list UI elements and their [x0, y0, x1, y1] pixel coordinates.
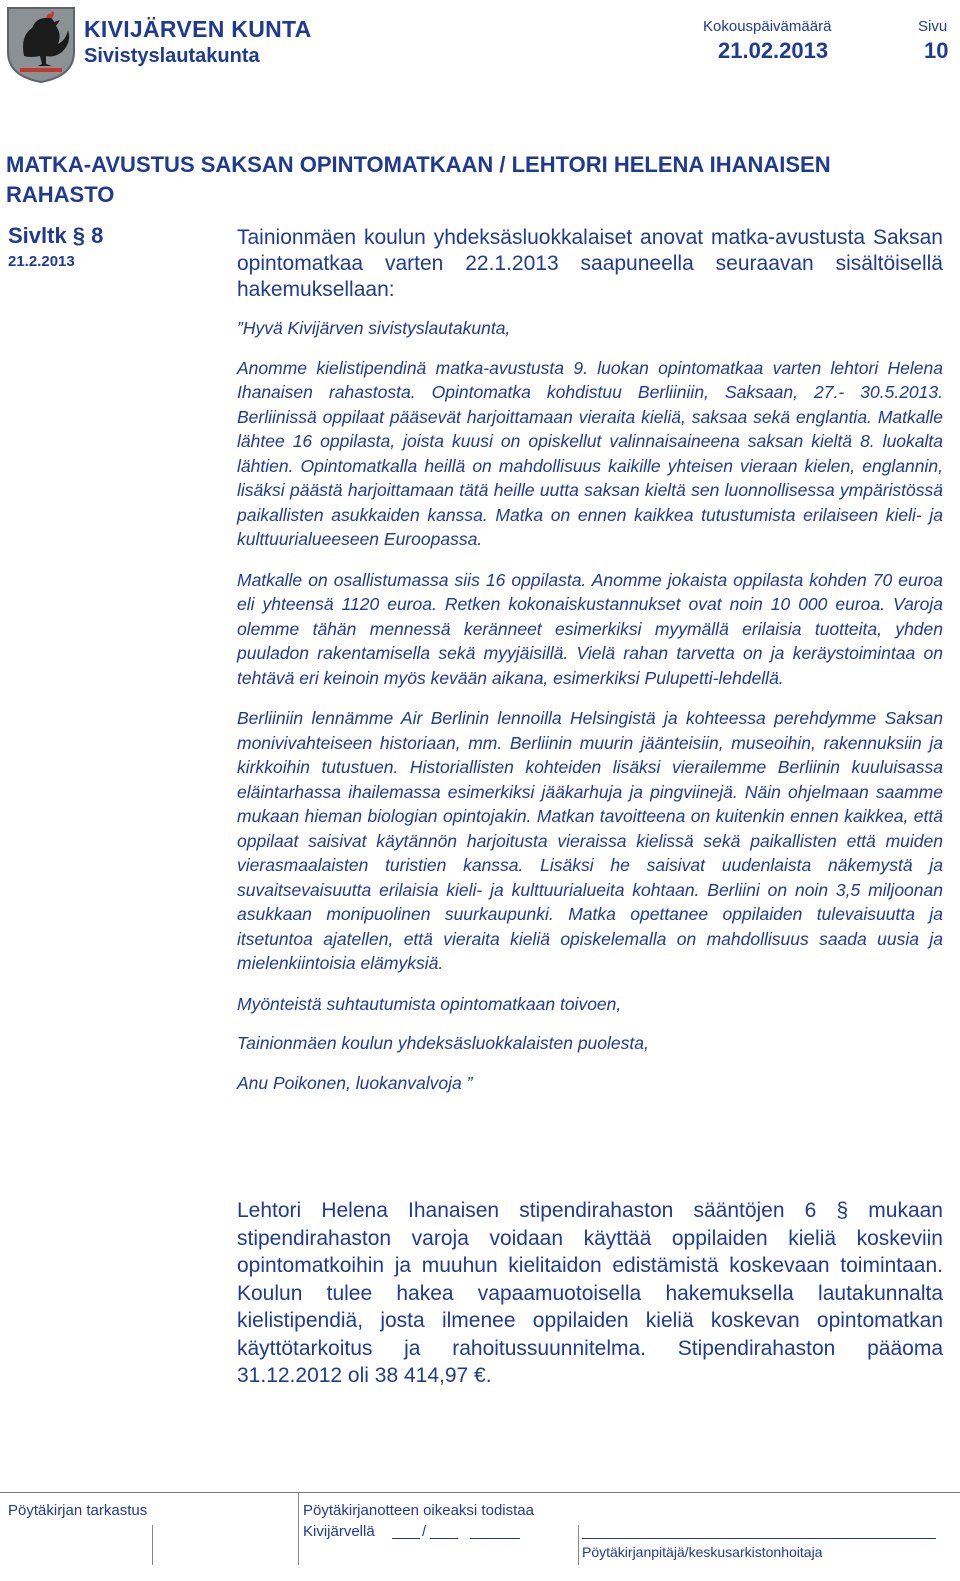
letter-closing-line: Myönteistä suhtautumista opintomatkaan toivoen, — [237, 993, 622, 1014]
organization-unit: Sivistyslautakunta — [84, 45, 260, 67]
letter-signature-name: Anu Poikonen, luokanvalvoja ” — [237, 1072, 473, 1093]
meeting-date-label: Kokouspäivämäärä — [703, 18, 832, 35]
date-blank — [392, 1538, 420, 1539]
letter-signature-group: Tainionmäen koulun yhdeksäsluokkalaisten puolesta, — [237, 1033, 649, 1053]
letter-paragraph: Matkalle on osallistumassa siis 16 oppilasta. Anomme jokaista oppilasta kohden 70 euroa eli yhteensä 1120 euroa. Retken kokonaiskustannukset ovat noin 10 000 euroa. Varoja olemme tähän mennessä keränneet esimerkiksi myymällä erilaisia tuotteita, yhden puuladon rakentamisella sekä myyjäisillä. Vielä rahan tarvetta on ja keräystoimintaa on tehtävä eri keinoin myös kevään aikana, esimerkiksi Pulupetti-lehdellä. — [237, 569, 943, 688]
letter-paragraph: Berliiniin lennämme Air Berlinin lennoilla Helsingistä ja kohteessa perehdymme Saksan monivivahteiseen historiaan, mm. Berliinin muurin jäänteisiin, museoihin, rakennuksiin ja kirkkoihin tutustuen. Historiallisten kohteiden lisäksi vierailemme Berliinin kuuluisassa eläintarhassa ihailemassa esimerkiksi jääkarhuja ja pingviinejä. Näin ohjelmaan saamme mukaan hieman biologian opintojakin. Matkan tavoitteena on kuitenkin ennen kaikkea, että oppilaat saisivat käytännön harjoitusta vieraissa kielissä sekä paikallisten että muiden vierasmaalaisten turistien kanssa. Lisäksi he saisivat uudenlaista näkemystä ja suvaitsevaisuutta erilaisia kieli- ja kulttuurialueita kohtaan. Berliini on noin 3,5 miljoonan asukkaan monipuolinen suurkaupunki. Matka opettanee oppilaiden tulevaisuutta ja itsetuntoa ajatellen, että vieraita kieliä opiskelemalla on mahdollisuus saada uusia ja mielenkiintoisia elämyksiä. — [237, 708, 943, 973]
meeting-date-value: 21.02.2013 — [718, 38, 829, 63]
document-title: MATKA-AVUSTUS SAKSAN OPINTOMATKAAN / LEHTORI HELENA IHANAISEN RAHASTO — [6, 152, 831, 207]
section-number: Sivltk § 8 — [8, 223, 104, 248]
application-letter — [237, 316, 943, 1111]
section-date: 21.2.2013 — [8, 253, 75, 270]
footer-column-divider — [152, 1525, 153, 1565]
signature-line — [582, 1538, 936, 1539]
intro-paragraph: Tainionmäen koulun yhdeksäsluokkalaiset anovat matka-avustusta Saksan opintomatkaa varten 22.1.2013 saapuneella seuraavan sisältöisellä hakemuksellaan: — [237, 226, 943, 301]
year-blank — [470, 1538, 520, 1539]
letter-paragraph: Anomme kielistipendinä matka-avustusta 9. luokan opintomatkaa varten lehtori Helena Ihanaisen rahastosta. Opintomatka kohdistuu Berliiniin, Saksaan, 27.- 30.5.2013. Berliinissä oppilaat pääsevät harjoittamaan vieraita kieliä, saksaa sekä englantia. Matkalle lähtee 16 oppilasta, joista kuusi on opiskellut valinnaisaineena saksan kieltä 8. luokalta lähtien. Opintomatkalla heillä on mahdollisuus kaikille yhteisen vieraan kielen, englannin, lisäksi päästä harjoittamaan tätä heille uutta saksan kieltä sen luonnollisessa ympäristössä paikallisten asukkaiden kanssa. Matka on ennen kaikkea tutustumista erilaiseen kieli- ja kulttuurialueeseen Euroopassa. — [237, 357, 943, 549]
coat-of-arms-rooster-icon — [6, 6, 76, 84]
footer-column-divider — [578, 1525, 579, 1565]
footer-divider — [0, 1492, 960, 1493]
letter-salutation: ”Hyvä Kivijärven sivistyslautakunta, — [237, 318, 511, 338]
page-label: Sivu — [918, 18, 948, 35]
signer-title: Pöytäkirjanpitäjä/keskusarkistonhoitaja — [582, 1544, 823, 1560]
organization-name: KIVIJÄRVEN KUNTA — [84, 16, 312, 42]
fund-rules-paragraph: Lehtori Helena Ihanaisen stipendirahaston sääntöjen 6 § mukaan stipendirahaston varoja voidaan käyttää oppilaiden kieliä koskeviin opintomatkoihin ja muuhun kielitaidon edistämistä koskevaan toimintaan. Koulun tulee hakea vapaamuotoisella hakemuksella lautakunnalta kielistipendiä, josta ilmenee oppilaiden kieliä koskevan opintomatkan käyttötarkoitus ja rahoitussuunnitelma. Stipendirahaston pääoma 31.12.2012 oli 38 414,97 €. — [237, 1199, 943, 1387]
minutes-review-label: Pöytäkirjan tarkastus — [8, 1502, 148, 1519]
page-number: 10 — [924, 38, 949, 63]
footer-column-divider — [298, 1493, 299, 1565]
date-blank — [430, 1538, 458, 1539]
date-separator: / — [422, 1523, 427, 1540]
place-text: Kivijärvellä — [303, 1523, 375, 1540]
certification-label: Pöytäkirjanotteen oikeaksi todistaa — [303, 1502, 534, 1519]
